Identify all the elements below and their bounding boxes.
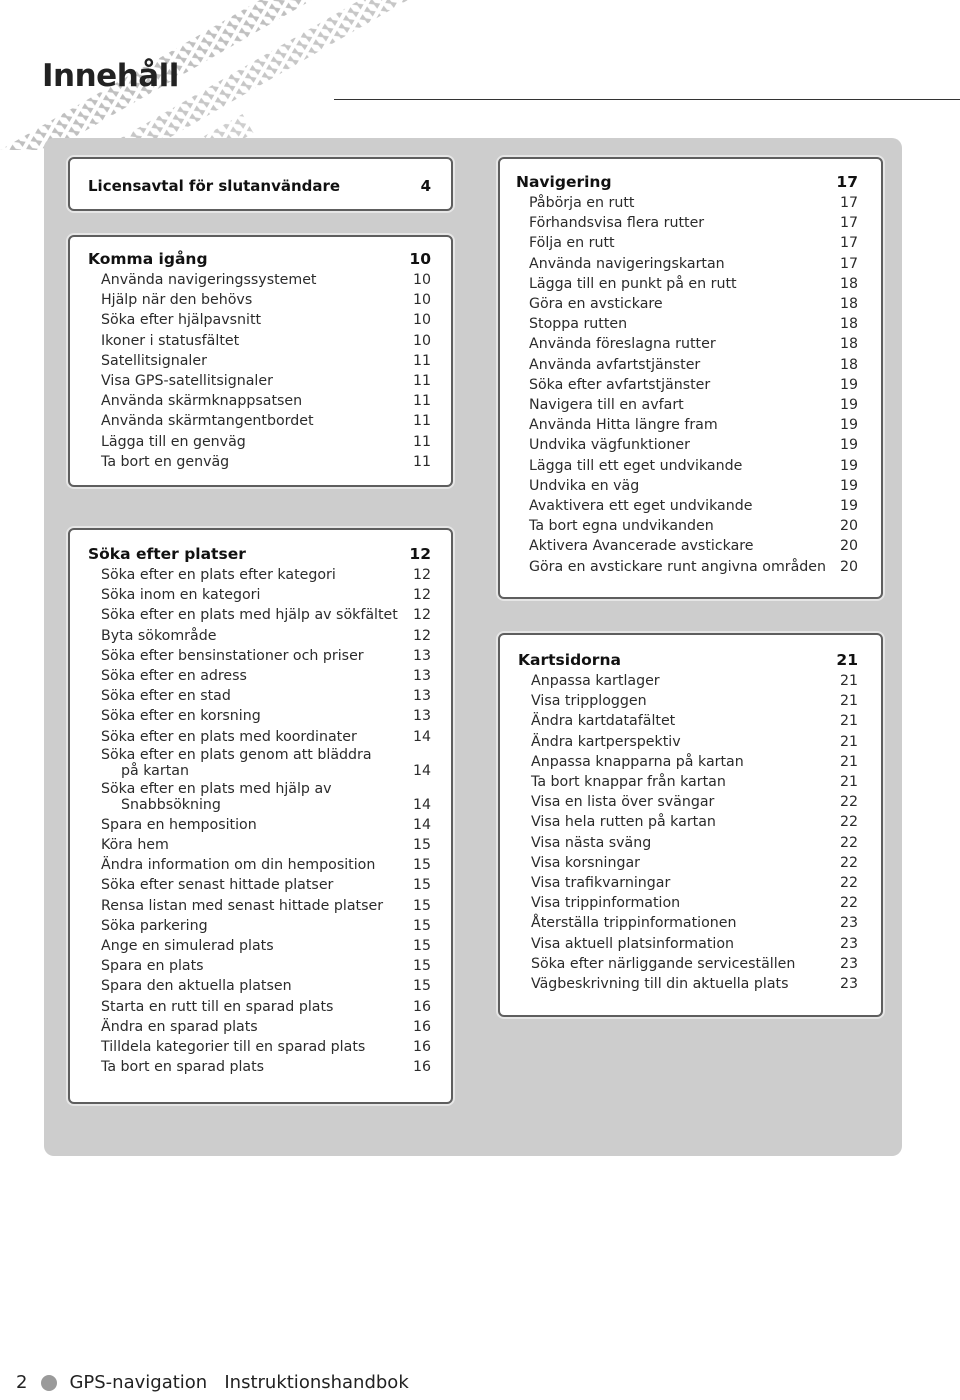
toc-entry[interactable]: Stoppa rutten 18 <box>529 316 858 333</box>
toc-entry[interactable]: Rensa listan med senast hittade platser 15 <box>101 897 431 914</box>
toc-heading-label: Navigering <box>516 173 612 191</box>
toc-entry[interactable]: Söka efter en stad 13 <box>101 688 431 705</box>
toc-entry[interactable]: Visa trippinformation 22 <box>531 895 858 912</box>
toc-entry[interactable]: Undvika en väg 19 <box>529 477 858 494</box>
toc-entry[interactable]: Visa trafikvarningar 22 <box>531 875 858 892</box>
toc-heading-page: 21 <box>836 651 858 669</box>
toc-entry[interactable]: Söka efter hjälpavsnitt 10 <box>101 312 431 329</box>
toc-entry[interactable]: Ändra en sparad plats 16 <box>101 1018 431 1035</box>
toc-heading-page: 12 <box>409 545 431 563</box>
toc-entry[interactable]: Ikoner i statusfältet 10 <box>101 332 431 349</box>
toc-entry[interactable]: Söka efter en plats efter kategori 12 <box>101 567 431 583</box>
toc-entry[interactable]: Använda navigeringskartan 17 <box>529 255 858 272</box>
toc-entry[interactable]: Förhandsvisa flera rutter 17 <box>529 215 858 232</box>
toc-heading[interactable] <box>88 176 431 197</box>
toc-heading-label: Kartsidorna <box>518 651 621 669</box>
toc-entry[interactable]: Visa nästa sväng 22 <box>531 834 858 851</box>
toc-entry[interactable]: Lägga till en punkt på en rutt 18 <box>529 275 858 292</box>
page-title: Innehåll <box>42 58 179 94</box>
toc-entry[interactable]: Använda navigeringssystemet 10 <box>101 272 431 288</box>
toc-entry[interactable]: Söka efter närliggande serviceställen 23 <box>531 955 858 972</box>
toc-entry[interactable]: Visa tripploggen 21 <box>531 693 858 710</box>
toc-entry[interactable]: Spara den aktuella platsen 15 <box>101 978 431 995</box>
toc-entry[interactable]: Påbörja en rutt 17 <box>529 195 858 211</box>
toc-heading[interactable] <box>88 544 431 565</box>
toc-heading-label: Komma igång <box>88 250 208 268</box>
toc-list <box>518 671 858 994</box>
toc-entry[interactable]: Starta en rutt till en sparad plats 16 <box>101 998 431 1015</box>
toc-section-license <box>68 157 453 211</box>
toc-entry[interactable]: Ta bort egna undvikanden 20 <box>529 518 858 535</box>
toc-entry[interactable]: Visa hela rutten på kartan 22 <box>531 814 858 831</box>
toc-entry[interactable]: Anpassa kartlager 21 <box>531 673 858 689</box>
toc-heading-page: 4 <box>420 177 431 195</box>
toc-entry[interactable]: Aktivera Avancerade avstickare 20 <box>529 538 858 555</box>
toc-heading-label: Licensavtal för slutanvändare <box>88 177 341 195</box>
toc-entry[interactable]: Använda föreslagna rutter 18 <box>529 336 858 353</box>
toc-entry[interactable]: Vägbeskrivning till din aktuella plats 23 <box>531 976 858 993</box>
toc-heading[interactable] <box>88 249 431 270</box>
toc-entry[interactable]: Byta sökområde 12 <box>101 627 431 644</box>
toc-entry[interactable]: Söka efter senast hittade platser 15 <box>101 877 431 894</box>
page-number: 2 <box>16 1372 28 1393</box>
footer-text: GPS-navigation Instruktionshandbok <box>69 1372 409 1393</box>
toc-entry[interactable]: Navigera till en avfart 19 <box>529 397 858 414</box>
toc-entry[interactable]: Ange en simulerad plats 15 <box>101 938 431 955</box>
toc-entry[interactable]: Göra en avstickare 18 <box>529 296 858 313</box>
toc-entry[interactable]: Visa korsningar 22 <box>531 854 858 871</box>
toc-entry[interactable]: Söka efter en plats med koordinater 14 <box>101 728 431 745</box>
toc-entry[interactable]: Visa aktuell platsinformation 23 <box>531 935 858 952</box>
toc-section-map-pages <box>498 633 883 1017</box>
toc-entry[interactable]: Söka efter en korsning 13 <box>101 708 431 725</box>
toc-section-navigation <box>498 157 883 599</box>
toc-entry[interactable]: Ta bort knappar från kartan 21 <box>531 774 858 791</box>
toc-entry[interactable]: Spara en hemposition 14 <box>101 816 431 833</box>
toc-entry[interactable]: Återställa trippinformationen 23 <box>531 915 858 932</box>
toc-heading-label: Söka efter platser <box>88 545 246 563</box>
toc-entry[interactable]: Söka efter avfartstjänster 19 <box>529 376 858 393</box>
toc-heading[interactable] <box>516 172 858 193</box>
toc-entry[interactable]: Använda skärmtangentbordet 11 <box>101 413 431 430</box>
toc-entry[interactable]: Visa en lista över svängar 22 <box>531 794 858 811</box>
toc-entry[interactable]: Anpassa knapparna på kartan 21 <box>531 753 858 770</box>
toc-entry[interactable]: Satellitsignaler 11 <box>101 352 431 369</box>
toc-entry[interactable]: Köra hem 15 <box>101 837 431 854</box>
toc-entry[interactable]: Söka efter en plats med hjälp av sökfältet 12 <box>101 607 431 624</box>
toc-list <box>88 565 431 1077</box>
toc-entry[interactable]: Söka efter en plats genom att bläddra på kartan 14 <box>101 746 431 780</box>
toc-entry[interactable]: Avaktivera ett eget undvikande 19 <box>529 498 858 515</box>
toc-section-getting-started <box>68 235 453 487</box>
toc-section-search <box>68 528 453 1104</box>
circle-bullet-icon <box>41 1375 57 1391</box>
toc-entry[interactable]: Lägga till en genväg 11 <box>101 433 431 450</box>
toc-entry[interactable]: Lägga till ett eget undvikande 19 <box>529 457 858 474</box>
toc-heading-page: 10 <box>409 250 431 268</box>
toc-entry[interactable]: Hjälp när den behövs 10 <box>101 292 431 309</box>
title-rule <box>334 99 960 100</box>
toc-entry[interactable]: Göra en avstickare runt angivna områden 20 <box>529 558 858 575</box>
toc-heading[interactable] <box>518 650 858 671</box>
toc-entry[interactable]: Använda Hitta längre fram 19 <box>529 417 858 434</box>
toc-entry[interactable]: Visa GPS-satellitsignaler 11 <box>101 373 431 390</box>
toc-entry[interactable]: Söka efter en adress 13 <box>101 668 431 685</box>
toc-entry[interactable]: Ändra kartdatafältet 21 <box>531 713 858 730</box>
toc-entry[interactable]: Ändra kartperspektiv 21 <box>531 733 858 750</box>
toc-entry[interactable]: Följa en rutt 17 <box>529 235 858 252</box>
toc-entry[interactable]: Ta bort en genväg 11 <box>101 453 431 470</box>
toc-entry[interactable]: Tilldela kategorier till en sparad plats 16 <box>101 1039 431 1056</box>
toc-list <box>516 193 858 577</box>
toc-entry[interactable]: Använda avfartstjänster 18 <box>529 356 858 373</box>
toc-entry[interactable]: Ändra information om din hemposition 15 <box>101 857 431 874</box>
toc-entry[interactable]: Söka parkering 15 <box>101 917 431 934</box>
page-footer <box>16 1372 409 1393</box>
toc-entry[interactable]: Spara en plats 15 <box>101 958 431 975</box>
toc-entry[interactable]: Söka inom en kategori 12 <box>101 587 431 604</box>
toc-entry[interactable]: Ta bort en sparad plats 16 <box>101 1059 431 1076</box>
toc-list <box>88 270 431 472</box>
toc-entry[interactable]: Söka efter en plats med hjälp av Snabbsökning 14 <box>101 780 431 814</box>
toc-entry[interactable]: Använda skärmknappsatsen 11 <box>101 393 431 410</box>
toc-entry[interactable]: Söka efter bensinstationer och priser 13 <box>101 647 431 664</box>
toc-heading-page: 17 <box>836 173 858 191</box>
toc-entry[interactable]: Undvika vägfunktioner 19 <box>529 437 858 454</box>
